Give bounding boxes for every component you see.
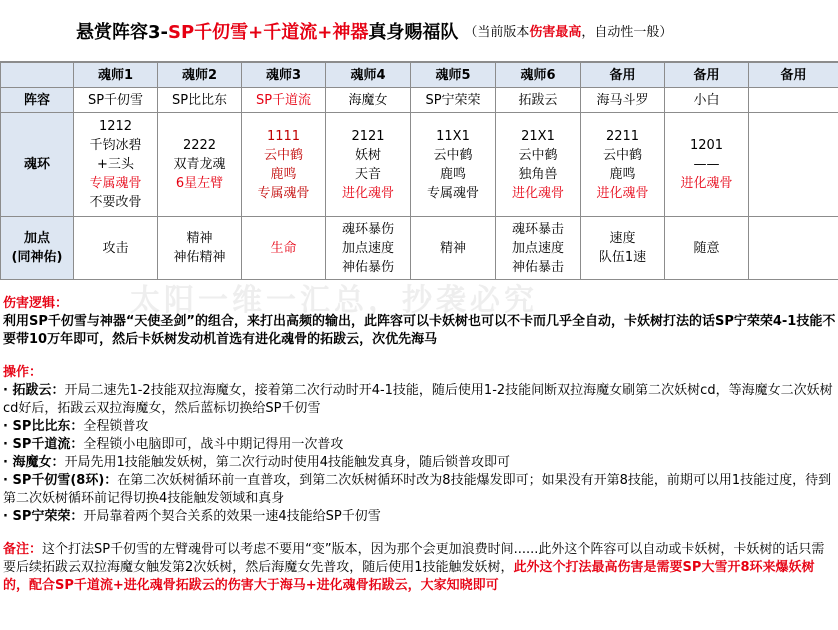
ring-line: ——	[693, 157, 720, 172]
ring-line: 云中鹤	[518, 147, 558, 163]
lineup-cell: SP千道流	[242, 88, 326, 113]
ring-line: 妖树	[354, 147, 381, 163]
title-highlight: SP千仞雪+千道流+神器	[168, 21, 369, 43]
points-line: 加点速度	[341, 240, 394, 256]
operation-item	[3, 418, 836, 436]
ring-line: 2211	[605, 128, 640, 144]
points-line: 精神	[186, 231, 213, 246]
operation-item	[3, 472, 836, 508]
operation-item	[3, 508, 836, 526]
points-line: 生命	[270, 240, 297, 256]
soul-ring-row	[1, 113, 838, 217]
points-cell	[242, 217, 326, 280]
header-cell: 备用	[749, 63, 838, 88]
ring-line: 专属魂骨	[89, 176, 142, 191]
header-cell: 魂师4	[326, 63, 411, 88]
notes-section	[3, 295, 836, 595]
soul-ring-cell	[411, 113, 496, 217]
operations-heading: 操作：	[3, 365, 43, 380]
operation-name: · SP千道流：	[3, 437, 84, 452]
header-cell: 魂师5	[411, 63, 496, 88]
ring-line: 鹿鸣	[439, 166, 466, 182]
points-line: 神佑精神	[173, 250, 226, 265]
operation-name: · 拓跋云：	[3, 383, 65, 398]
ring-line: 云中鹤	[602, 147, 642, 163]
operation-text: 全程锁小电脑即可，战斗中期记得用一次普攻	[83, 437, 344, 452]
header-cell: 魂师1	[74, 63, 158, 88]
watermark-text: 太阳一维一汇总，抄袭必究	[130, 283, 538, 318]
ring-line: 天音	[354, 166, 381, 182]
ring-line: 鹿鸣	[609, 166, 636, 182]
damage-logic-body: 利用SP千仞雪与神器“天使圣剑”的组合，来打出高频的输出，此阵容可以卡妖树也可以不卡而几乎全自动，卡妖树打法的话SP宁荣荣4-1技能不要带10万年即可，然后卡妖树发动机首选有进化魂骨的拓跋云，次优先海马	[3, 314, 836, 347]
page-title	[76, 18, 458, 44]
ring-line: 进化魂骨	[680, 176, 733, 191]
points-line: 神佑暴击	[511, 259, 564, 275]
points-cell	[665, 217, 749, 280]
operation-text: 开局靠着两个契合关系的效果一速4技能给SP千仞雪	[83, 509, 381, 524]
points-line: 速度	[609, 231, 636, 246]
operation-item	[3, 382, 836, 418]
remark-highlight: 此外这个打法最高伤害是需要SP大雪开8环来爆妖树的，配合SP千道流+进化魂骨拓跋云的伤害大于海马+进化魂骨拓跋云，大家知晓即可	[3, 560, 815, 593]
ring-line: 1201	[689, 138, 724, 153]
operation-text: 开局先用1技能触发妖树，第二次行动时使用4技能触发真身，随后锁普攻即可	[64, 455, 511, 470]
points-line: 攻击	[102, 240, 129, 256]
remark-block	[3, 541, 836, 595]
title-note	[464, 21, 672, 40]
operation-name: · SP千仞雪(8环)：	[3, 473, 118, 488]
header-cell: 备用	[581, 63, 665, 88]
ring-line: 11X1	[436, 128, 470, 144]
soul-ring-cell	[496, 113, 581, 217]
ring-line: 专属魂骨	[257, 185, 310, 201]
points-cell	[581, 217, 665, 280]
ring-line: 鹿鸣	[270, 166, 297, 182]
points-line: 加点速度	[511, 240, 564, 256]
points-line: 精神	[439, 240, 466, 256]
ring-line: 2121	[351, 128, 385, 144]
soul-ring-cell	[158, 113, 242, 217]
header-cell: 魂师6	[496, 63, 581, 88]
soul-ring-cell	[242, 113, 326, 217]
soul-ring-cell	[749, 113, 838, 217]
points-row	[1, 217, 838, 280]
corner-cell	[1, 63, 74, 88]
lineup-cell: SP比比东	[158, 88, 242, 113]
title-note-close: ，自动性一般）	[581, 25, 673, 40]
lineup-cell: SP千仞雪	[74, 88, 158, 113]
lineup-cell: 小白	[665, 88, 749, 113]
ring-line: 千钧冰碧	[89, 138, 142, 153]
ring-line: 21X1	[521, 128, 555, 144]
points-line: 神佑暴伤	[341, 259, 394, 275]
row-label-lineup: 阵容	[1, 88, 74, 113]
ring-line: 云中鹤	[263, 147, 303, 163]
ring-line: 进化魂骨	[341, 185, 394, 201]
soul-ring-cell	[665, 113, 749, 217]
operation-name: · SP宁荣荣：	[3, 509, 84, 524]
remark-heading: 备注：	[3, 542, 43, 557]
ring-line: +三头	[97, 157, 134, 172]
points-cell	[158, 217, 242, 280]
ring-line: 双青龙魂	[173, 157, 226, 172]
points-cell	[326, 217, 411, 280]
points-cell	[74, 217, 158, 280]
soul-ring-cell	[74, 113, 158, 217]
title-note-open: （当前版本	[464, 25, 530, 40]
points-cell	[749, 217, 838, 280]
remark-body: 这个打法SP千仞雪的左臂魂骨可以考虑不要用“变”版本，因为那个会更加浪费时间......此外这个阵容可以自动或卡妖树，卡妖树的话只需要后续拓跋云双拉海魔女触发第2次妖树，然后海魔女先普攻，随后使用1技能触发妖树，	[3, 542, 825, 575]
ring-line: 云中鹤	[433, 147, 473, 163]
operation-text: 全程锁普攻	[83, 419, 149, 434]
operation-text: 开局二速先1-2技能双拉海魔女，接着第二次行动时开4-1技能，随后使用1-2技能间断双拉海魔女刷第二次妖树cd，等海魔女二次妖树cd好后，拓跋云双拉海魔女，然后蓝标切换给SP千仞雪	[3, 383, 833, 416]
lineup-row	[1, 88, 838, 113]
points-line: 随意	[693, 240, 720, 256]
operation-name: · SP比比东：	[3, 419, 84, 434]
ring-line: 独角兽	[518, 166, 558, 182]
title-note-red: 伤害最高	[529, 25, 582, 40]
ring-line: 进化魂骨	[596, 185, 649, 201]
title-bar	[0, 0, 838, 62]
lineup-table	[0, 62, 838, 280]
lineup-cell: 海魔女	[326, 88, 411, 113]
ring-line: 不要改骨	[89, 195, 142, 210]
title-suffix: 真身赐福队	[368, 21, 459, 43]
soul-ring-cell	[581, 113, 665, 217]
header-cell: 备用	[665, 63, 749, 88]
damage-logic-heading: 伤害逻辑：	[3, 296, 69, 311]
operation-text: 在第二次妖树循环前一直普攻，到第二次妖树循环时改为8技能爆发即可；如果没有开第8技能，前期可以用1技能过度，待到第二次妖树循环前记得切换4技能触发领域和真身	[3, 473, 832, 506]
operation-item	[3, 436, 836, 454]
ring-line: 进化魂骨	[511, 185, 564, 201]
row-label-points	[1, 217, 74, 280]
soul-ring-cell	[326, 113, 411, 217]
ring-line: 1212	[98, 119, 133, 134]
ring-line: 6星左臂	[175, 176, 224, 191]
points-cell	[496, 217, 581, 280]
lineup-cell	[749, 88, 838, 113]
lineup-cell: SP宁荣荣	[411, 88, 496, 113]
title-prefix: 悬赏阵容3-	[76, 21, 168, 43]
points-cell	[411, 217, 496, 280]
points-line: 队伍1速	[598, 250, 647, 265]
row-label-soul-ring: 魂环	[1, 113, 74, 217]
points-label-line: 加点	[23, 231, 50, 246]
points-label-line: (同神佑)	[11, 250, 63, 265]
points-line: 魂环暴伤	[341, 221, 394, 237]
header-cell: 魂师3	[242, 63, 326, 88]
lineup-cell: 海马斗罗	[581, 88, 665, 113]
operation-name: · 海魔女：	[3, 455, 65, 470]
ring-line: 1111	[266, 128, 301, 144]
header-row	[1, 63, 838, 88]
points-line: 魂环暴击	[511, 221, 564, 237]
header-cell: 魂师2	[158, 63, 242, 88]
ring-line: 专属魂骨	[426, 185, 479, 201]
operation-item	[3, 454, 836, 472]
lineup-cell: 拓跋云	[496, 88, 581, 113]
ring-line: 2222	[182, 138, 217, 153]
